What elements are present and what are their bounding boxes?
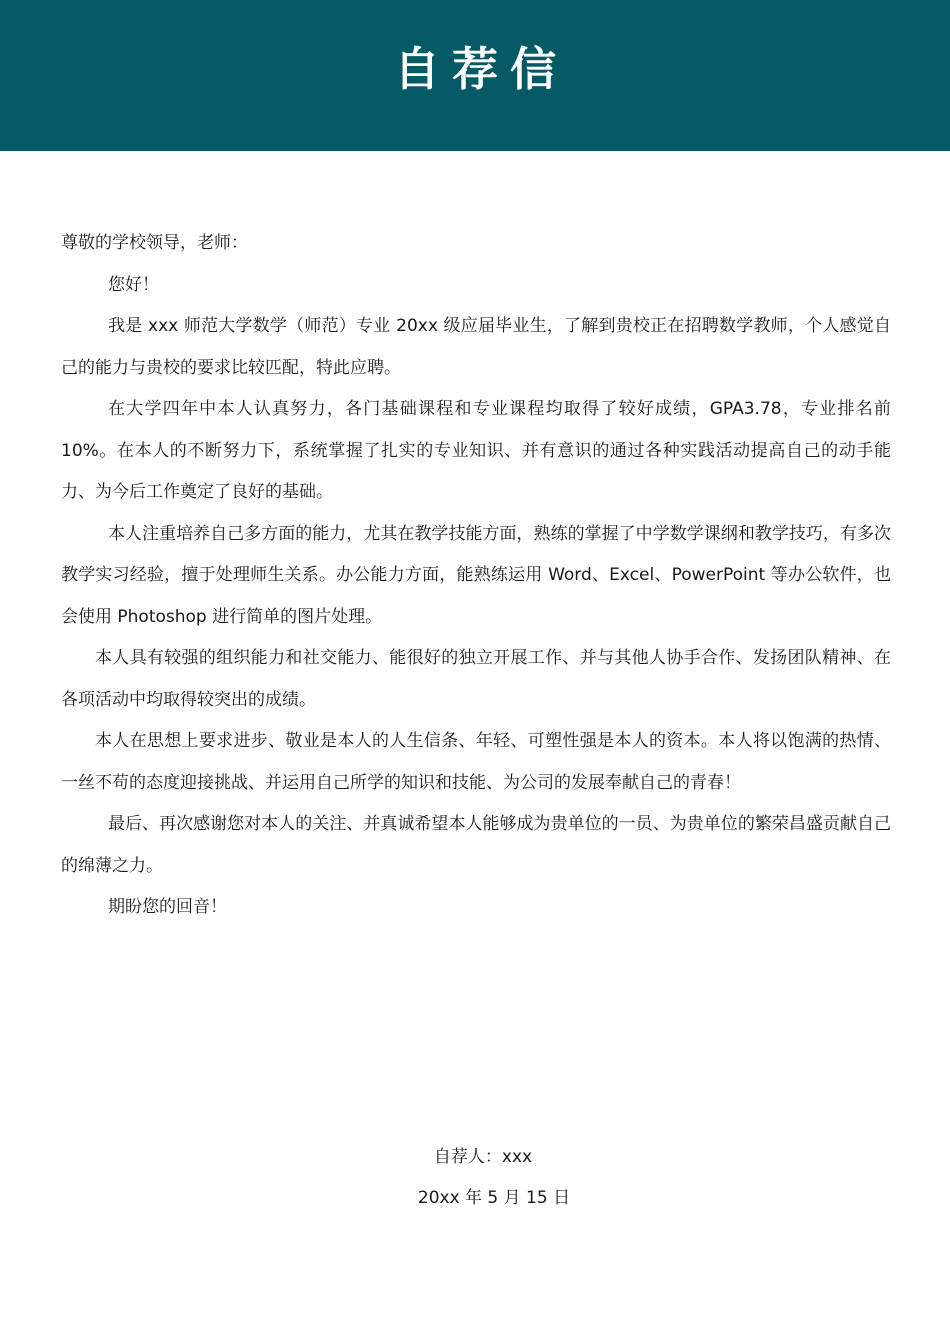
signature-date: 20xx 年 5 月 15 日	[417, 1188, 571, 1208]
paragraph-academics: 在大学四年中本人认真努力，各门基础课程和专业课程均取得了较好成绩，GPA3.78，专业排名前 10%。在本人的不断努力下，系统掌握了扎实的专业知识、并有意识的通过各种实践活动提高自己的动手能力、为今后工作奠定了良好的基础。	[61, 399, 891, 502]
paragraph-skills: 本人注重培养自己多方面的能力，尤其在教学技能方面，熟练的掌握了中学数学课纲和教学技巧，有多次教学实习经验，擅于处理师生关系。办公能力方面，能熟练运用 Word、Excel、PowerPoint 等办公软件，也会使用 Photoshop 进行简单的图片处理。	[61, 523, 891, 627]
greeting: 您好！	[108, 274, 159, 295]
document-title: 自荐信	[394, 42, 568, 96]
paragraph-intro: 我是 xxx 师范大学数学（师范）专业 20xx 级应届毕业生，了解到贵校正在招聘数学教师，个人感觉自己的能力与贵校的要求比较匹配，特此应聘。	[61, 316, 891, 378]
header-band	[0, 0, 950, 151]
letter-body	[61, 223, 891, 929]
salutation: 尊敬的学校领导，老师：	[61, 233, 248, 253]
paragraph-thanks: 最后、再次感谢您对本人的关注、并真诚希望本人能够成为贵单位的一员、为贵单位的繁荣昌盛贡献自己的绵薄之力。	[61, 814, 891, 876]
paragraph-teamwork: 本人具有较强的组织能力和社交能力、能很好的独立开展工作、并与其他人协手合作、发扬团队精神、在各项活动中均取得较突出的成绩。	[61, 648, 891, 710]
paragraph-attitude: 本人在思想上要求进步、敬业是本人的人生信条、年轻、可塑性强是本人的资本。本人将以饱满的热情、一丝不苟的态度迎接挑战、并运用自己所学的知识和技能、为公司的发展奉献自己的青春！	[61, 731, 891, 793]
signature-name: 自荐人：xxx	[433, 1147, 533, 1167]
closing: 期盼您的回音！	[108, 897, 227, 917]
